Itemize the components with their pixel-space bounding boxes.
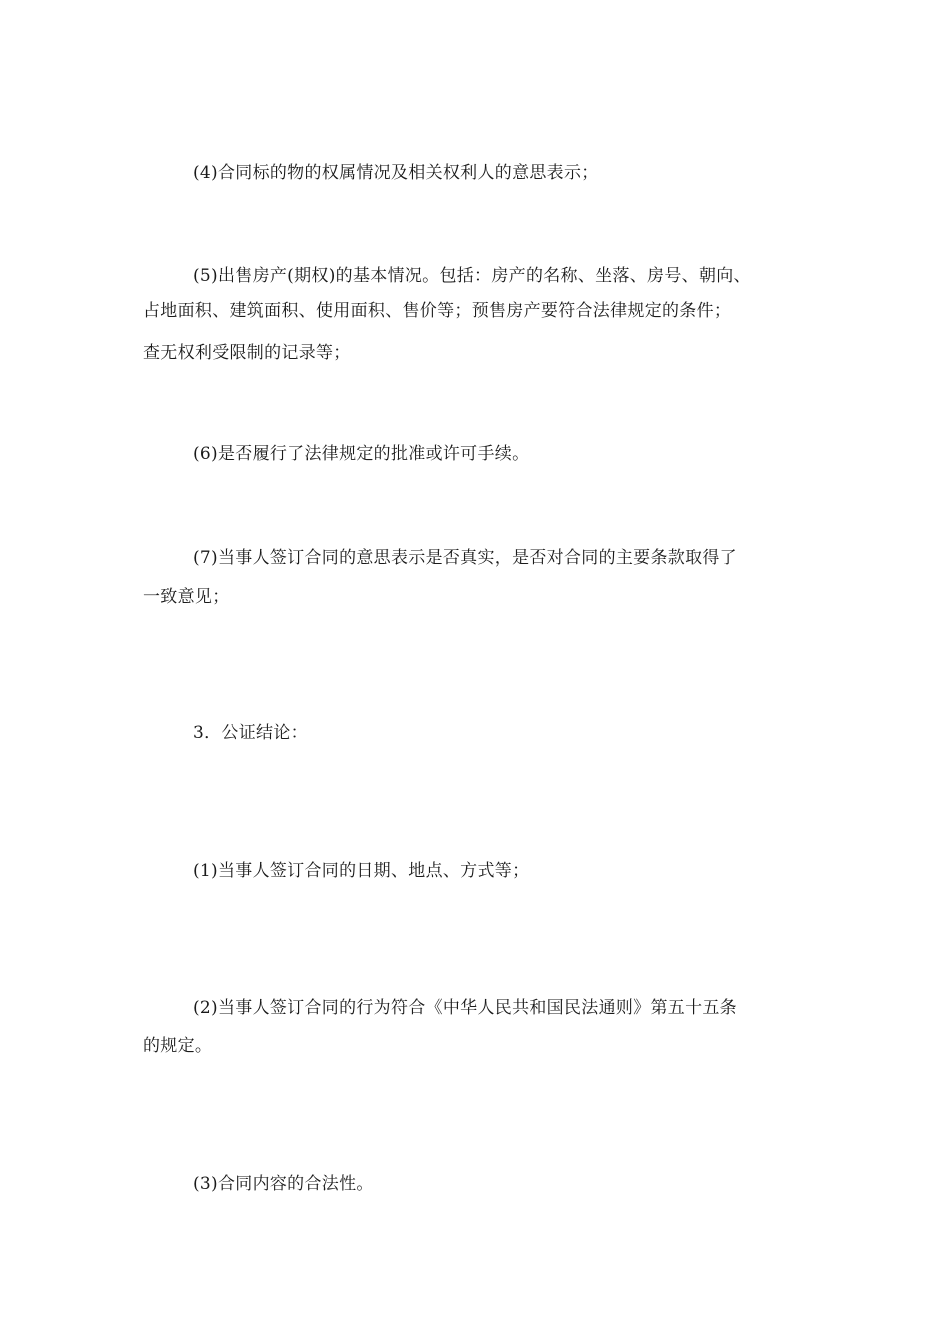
paragraph-item-4: (4)合同标的物的权属情况及相关权利人的意思表示； bbox=[193, 163, 599, 183]
paragraph-conclusion-2-line-1: (2)当事人签订合同的行为符合《中华人民共和国民法通则》第五十五条 bbox=[193, 998, 737, 1018]
paragraph-conclusion-3: (3)合同内容的合法性。 bbox=[193, 1174, 374, 1194]
paragraph-item-5-line-2: 占地面积、建筑面积、使用面积、售价等；预售房产要符合法律规定的条件； bbox=[143, 301, 732, 321]
section-3-heading: 3．公证结论： bbox=[193, 723, 308, 743]
paragraph-item-5-line-1: (5)出售房产(期权)的基本情况。包括：房产的名称、坐落、房号、朝向、 bbox=[193, 266, 751, 286]
paragraph-item-7-line-1: (7)当事人签订合同的意思表示是否真实，是否对合同的主要条款取得了 bbox=[193, 548, 737, 568]
paragraph-item-6: (6)是否履行了法律规定的批准或许可手续。 bbox=[193, 444, 530, 464]
paragraph-item-5-line-3: 查无权利受限制的记录等； bbox=[143, 343, 351, 363]
paragraph-conclusion-1: (1)当事人签订合同的日期、地点、方式等； bbox=[193, 861, 530, 881]
paragraph-item-7-line-2: 一致意见； bbox=[143, 587, 230, 607]
paragraph-conclusion-2-line-2: 的规定。 bbox=[143, 1036, 213, 1056]
